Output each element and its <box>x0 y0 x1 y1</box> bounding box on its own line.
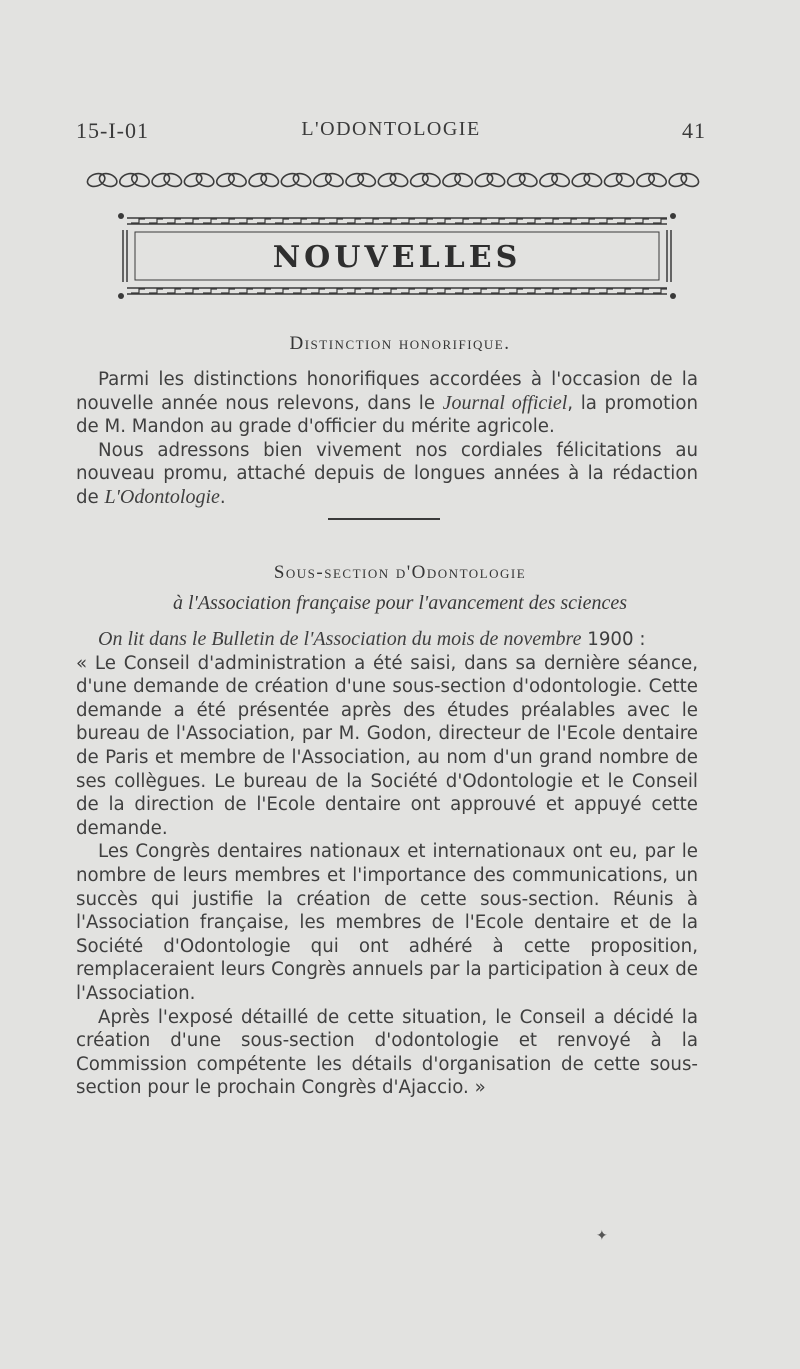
text-run: Parmi les distinctions honorifiques accordées à l'occasion de la nouvelle année nous relevons, dans le <box>76 369 698 414</box>
journal-title: L'ODONTOLOGIE <box>301 118 481 140</box>
printer-mark: ✦ <box>596 1229 608 1244</box>
paragraph: Après l'exposé détaillé de cette situation, le Conseil a décidé la création d'une sous-section d'odontologie et renvoyé à la Commission compétente les détails d'organisation de cette sous-section pour le prochain Congrès d'Ajaccio. » <box>76 1006 698 1099</box>
ornamental-banner-frame <box>113 208 681 304</box>
section-divider <box>328 518 440 520</box>
paragraph: Les Congrès dentaires nationaux et internationaux ont eu, par le nombre de leurs membres et l'importance des communications, un succès qui justifie la création de cette sous-section. Réunis à l'Association française, les membres de l'Ecole dentaire et de la Société d'Odontologie qui ont adhéré à cette proposition, remplaceraient leurs Congrès annuels par la participation à ceux de l'Association. <box>76 841 698 1004</box>
page-number: 41 <box>682 118 706 143</box>
paragraph <box>76 439 698 510</box>
section2-body <box>76 628 698 1100</box>
intro-year: 1900 : <box>581 629 646 650</box>
paragraph: « Le Conseil d'administration a été saisi, dans sa dernière séance, d'une demande de création d'une sous-section d'odontologie. Cette demande a été présentée après des études préalables avec le bureau de l'Association, par M. Godon, directeur de l'Ecole dentaire de Paris et membre de l'Association, au nom d'un grand nombre de ses collègues. Le bureau de la Société d'Odontologie et le Conseil de la direction de l'Ecole dentaire ont approuvé et appuyé cette demande. <box>76 652 698 839</box>
section-subheading: à l'Association française pour l'avancement des sciences <box>172 592 627 614</box>
paragraph <box>76 368 698 439</box>
section1-body <box>76 368 698 510</box>
issue-date: 15-I-01 <box>76 118 149 143</box>
banner-title: NOUVELLES <box>272 240 522 275</box>
knot-ornament-border <box>86 168 700 192</box>
section-heading-sous-section: Sous-section d'Odontologie <box>273 562 527 583</box>
intro-italic: On lit dans le Bulletin de l'Association du mois de novembre <box>98 628 582 650</box>
text-run: . <box>219 486 226 508</box>
text-run: , la promotion de M. Mandon au grade d'officier du mérite agricole. <box>76 392 698 438</box>
odontologie-title: L'Odontologie <box>104 485 220 508</box>
running-head <box>76 118 706 148</box>
journal-officiel-title: Journal officiel <box>442 391 568 414</box>
section-heading-distinction: Distinction honorifique. <box>289 333 511 354</box>
paragraph-intro <box>76 628 698 652</box>
text-run: Nous adressons bien vivement nos cordiales félicitations au nouveau promu, attaché depuis de longues années à la rédaction de <box>76 439 698 508</box>
